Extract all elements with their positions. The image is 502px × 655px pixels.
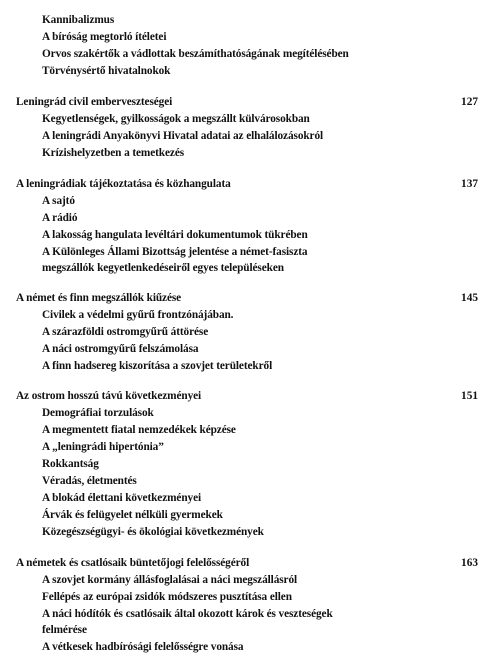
toc-item: Krízishelyzetben a temetkezés [42,147,185,159]
toc-item: A leningrádi Anyakönyvi Hivatal adatai az elhalálozásokról [42,130,324,142]
toc-item: Orvos szakértők a vádlottak beszámíthatóságának megítélésében [42,48,349,60]
toc-page-number: 127 [461,96,478,108]
toc-item: Véradás, életmentés [42,475,137,487]
toc-item: Civilek a védelmi gyűrű frontzónájában. [42,309,234,321]
toc-chapter-title: Leningrád civil emberveszteségei [16,96,173,108]
toc-chapter-title: A leningrádiak tájékoztatása és közhangulata [16,178,231,190]
toc-item: Fellépés az európai zsidók módszeres pusztítása ellen [42,591,292,603]
toc-item: A finn hadsereg kiszorítása a szovjet területekről [42,360,273,372]
toc-item: A rádió [42,212,78,224]
toc-chapter-title: Az ostrom hosszú távú következményei [16,390,202,402]
toc-item: A blokád élettani következményei [42,492,202,504]
toc-item: Kannibalizmus [42,14,115,26]
toc-chapter-title: A német és finn megszállók kiűzése [16,292,182,304]
toc-item: A lakosság hangulata levéltári dokumentumok tükrében [42,229,308,241]
toc-item: Kegyetlenségek, gyilkosságok a megszállt külvárosokban [42,113,310,125]
toc-item: A bíróság megtorló ítéletei [42,31,167,43]
toc-item: A Különleges Állami Bizottság jelentése a német-fasiszta [42,246,308,258]
toc-item: Árvák és felügyelet nélküli gyermekek [42,509,223,521]
toc-item: Demográfiai torzulások [42,407,154,419]
toc-page-number: 163 [461,557,478,569]
toc-item: Közegészségügyi- és ökológiai következmények [42,526,264,538]
toc-item: A szovjet kormány állásfoglalásai a náci megszállásról [42,574,298,586]
toc-item: A sajtó [42,195,75,207]
toc-item: felmérése [42,624,87,636]
toc-item: megszállók kegyetlenkedéseiről egyes településeken [42,262,284,274]
toc-item: A náci ostromgyűrű felszámolása [42,343,199,355]
toc-item: A vétkesek hadbírósági felelősségre vonása [42,641,244,653]
toc-chapter-title: A németek és csatlósaik büntetőjogi felelősségéről [16,557,250,569]
toc-page-number: 145 [461,292,478,304]
toc-item: Törvénysértő hivatalnokok [42,65,171,77]
toc-item: Rokkantság [42,458,99,470]
toc-page-number: 137 [461,178,478,190]
toc-page-number: 151 [461,390,478,402]
toc-item: A szárazföldi ostromgyűrű áttörése [42,326,209,338]
toc-item: A megmentett fiatal nemzedékek képzése [42,424,236,436]
toc-item: A „leningrádi hipertónia” [42,441,164,453]
toc-item: A náci hódítók és csatlósaik által okozott károk és veszteségek [42,608,333,620]
